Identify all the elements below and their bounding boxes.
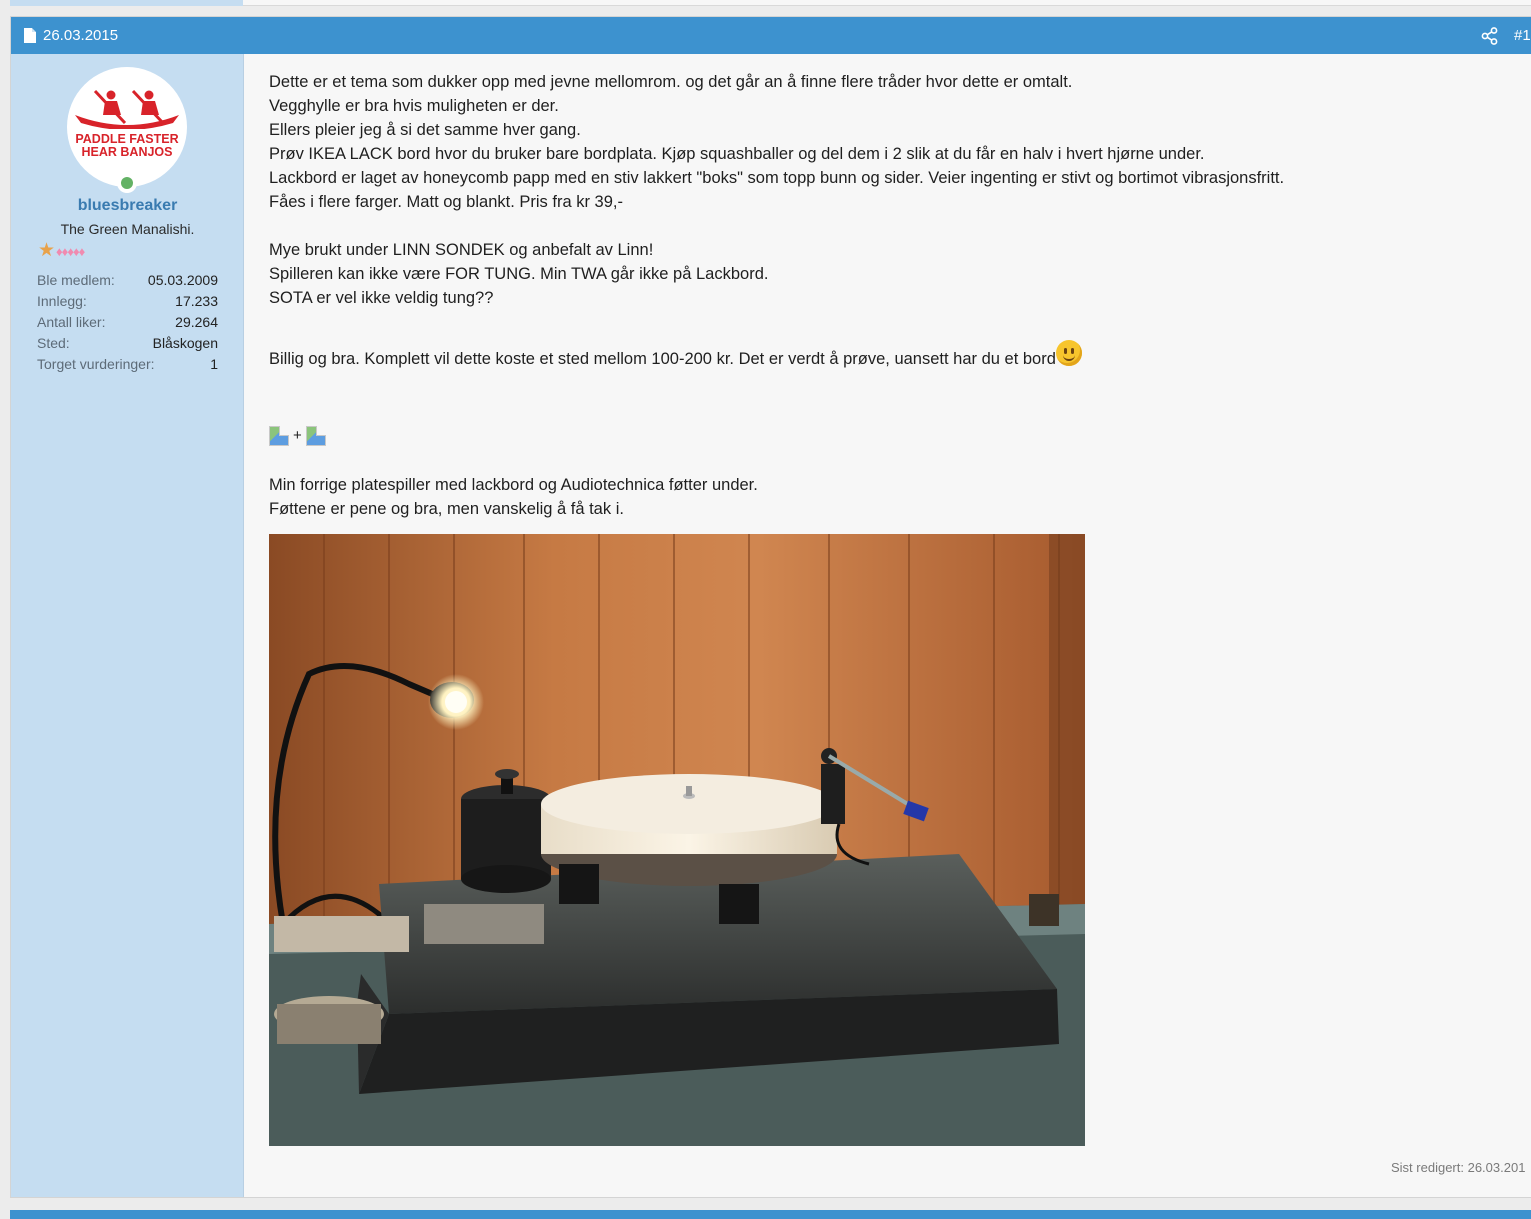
- stat-row: Sted: Blåskogen: [37, 335, 218, 351]
- image-placeholder-row: [269, 425, 1519, 447]
- next-post-header-edge: [10, 1210, 1531, 1219]
- avatar[interactable]: [67, 67, 187, 187]
- body-line: Min forrige platespiller med lackbord og Audiotechnica føtter under.: [269, 476, 758, 494]
- post-header: [11, 17, 1531, 54]
- forum-post: [10, 16, 1531, 1198]
- user-title: The Green Manalishi.: [60, 221, 195, 237]
- post-number-link[interactable]: #1: [1514, 27, 1531, 44]
- body-line: Fåes i flere farger. Matt og blankt. Pris fra kr 39,-: [269, 193, 623, 211]
- body-line: Spilleren kan ikke være FOR TUNG. Min TWA går ikke på Lackbord.: [269, 265, 769, 283]
- previous-post-sidebar: [10, 0, 243, 6]
- canoe-logo-icon: [67, 89, 187, 129]
- body-line: Billig og bra. Komplett vil dette koste et sted mellom 100-200 kr. Det er verdt å prøve, uansett har du et bord: [269, 340, 1519, 371]
- star-icon: ★: [38, 240, 56, 261]
- turntable-photo[interactable]: [269, 534, 1085, 1146]
- broken-image-icon[interactable]: [269, 426, 289, 446]
- stat-row: Torget vurderinger: 1: [37, 356, 218, 372]
- stat-row: Ble medlem: 05.03.2009: [37, 272, 218, 288]
- stat-row: Innlegg: 17.233: [37, 293, 218, 309]
- smiley-emoji-icon: [1056, 340, 1082, 366]
- plus-text: +: [293, 427, 302, 444]
- online-status-icon: [117, 173, 137, 193]
- body-line: Føttene er pene og bra, men vanskelig å få tak i.: [269, 500, 624, 518]
- username-link[interactable]: bluesbreaker: [77, 197, 178, 214]
- post-date-link[interactable]: 26.03.2015: [43, 27, 119, 44]
- body-line: Ellers pleier jeg å si det samme hver gang.: [269, 121, 581, 139]
- share-icon[interactable]: [1480, 26, 1500, 46]
- body-line: Mye brukt under LINN SONDEK og anbefalt av Linn!: [269, 241, 654, 259]
- user-stats: [37, 270, 218, 375]
- rank-badges: [38, 241, 84, 261]
- last-edited-note: Sist redigert: 26.03.201: [1391, 1160, 1526, 1175]
- previous-post-edge: [10, 0, 1531, 6]
- message-pointer: [244, 85, 254, 105]
- body-line: SOTA er vel ikke veldig tung??: [269, 289, 494, 307]
- stat-row: Antall liker: 29.264: [37, 314, 218, 330]
- gem-icon: ♦♦♦♦♦: [56, 243, 85, 259]
- avatar-logo-text: PADDLE FASTER HEAR BANJOS: [75, 132, 179, 159]
- body-line: Vegghylle er bra hvis muligheten er der.: [269, 97, 559, 115]
- post-body: [269, 70, 1519, 521]
- broken-image-icon[interactable]: [306, 426, 326, 446]
- body-line: Lackbord er laget av honeycomb papp med en stiv lakkert "boks" som topp bunn og sider. Veier ingenting er stivt og bortimot vibrasjonsfritt.: [269, 169, 1285, 187]
- document-icon: [24, 28, 36, 43]
- body-line: Dette er et tema som dukker opp med jevne mellomrom. og det går an å finne flere tråder hvor dette er omtalt.: [269, 73, 1073, 91]
- body-line: Prøv IKEA LACK bord hvor du bruker bare bordplata. Kjøp squashballer og del dem i 2 slik at du får en halv i hvert hjørne under.: [269, 145, 1205, 163]
- user-sidebar: [11, 54, 244, 1197]
